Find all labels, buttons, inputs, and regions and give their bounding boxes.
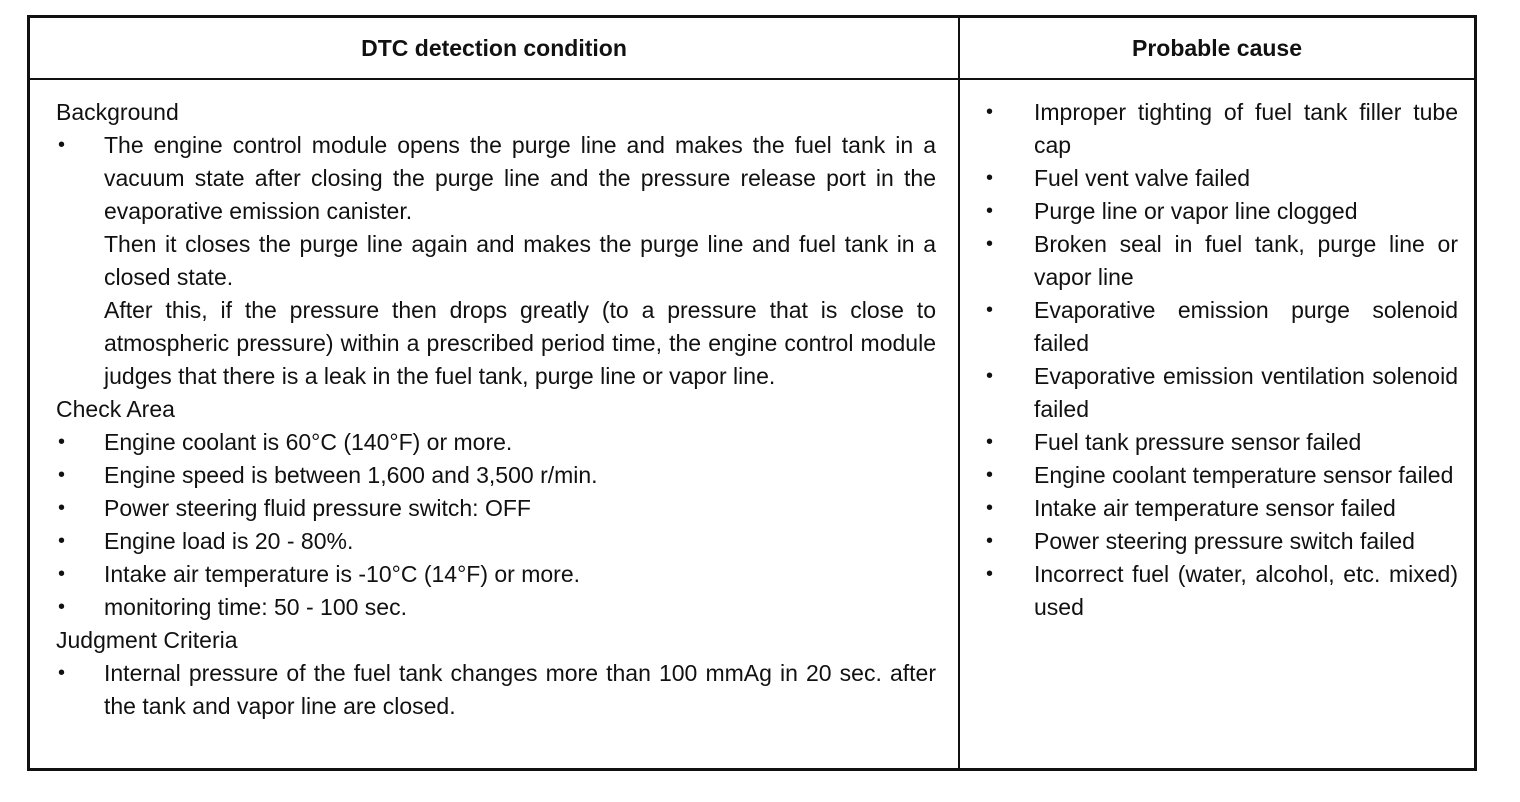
probable-cause-cell — [960, 80, 1474, 768]
list-item — [56, 525, 936, 558]
cause-item: Incorrect fuel (water, alcohol, etc. mixed) used — [1034, 561, 1458, 620]
dtc-table — [27, 15, 1477, 771]
list-item — [56, 591, 936, 624]
cause-item: Improper tighting of fuel tank filler tube cap — [1034, 99, 1458, 158]
list-item — [984, 426, 1458, 459]
cause-item: Purge line or vapor line clogged — [1034, 198, 1358, 224]
list-item — [56, 459, 936, 492]
bullet-icon: • — [986, 464, 994, 486]
check-area-item: Engine speed is between 1,600 and 3,500 r/min. — [104, 462, 598, 488]
bullet-icon: • — [986, 233, 994, 255]
detection-condition-cell — [30, 80, 960, 768]
list-item — [56, 129, 936, 393]
bullet-icon: • — [58, 596, 66, 618]
background-paragraph: Then it closes the purge line again and makes the purge line and fuel tank in a closed state. — [104, 231, 936, 290]
list-item — [984, 492, 1458, 525]
list-item — [56, 558, 936, 591]
header-dtc-detection-condition: DTC detection condition — [30, 18, 960, 80]
background-paragraph: The engine control module opens the purge line and makes the fuel tank in a vacuum state after closing the purge line and the pressure release port in the evaporative emission canister. — [104, 132, 936, 224]
bullet-icon: • — [58, 464, 66, 486]
bullet-icon: • — [986, 299, 994, 321]
bullet-icon: • — [986, 497, 994, 519]
background-paragraph: After this, if the pressure then drops greatly (to a pressure that is close to atmospheric pressure) within a prescribed period time, the engine control module judges that there is a leak in the fuel tank, purge line or vapor line. — [104, 297, 936, 389]
bullet-icon: • — [986, 530, 994, 552]
bullet-icon: • — [986, 431, 994, 453]
bullet-icon: • — [986, 365, 994, 387]
cause-item: Broken seal in fuel tank, purge line or vapor line — [1034, 231, 1458, 290]
cause-item: Evaporative emission purge solenoid failed — [1034, 297, 1458, 356]
list-item — [984, 96, 1458, 162]
cause-item: Fuel tank pressure sensor failed — [1034, 429, 1362, 455]
check-area-item: monitoring time: 50 - 100 sec. — [104, 594, 407, 620]
bullet-icon: • — [58, 134, 66, 156]
check-area-label: Check Area — [56, 396, 175, 422]
judgment-criteria-label: Judgment Criteria — [56, 627, 238, 653]
list-item — [984, 459, 1458, 492]
bullet-icon: • — [986, 563, 994, 585]
cause-item: Intake air temperature sensor failed — [1034, 495, 1396, 521]
bullet-icon: • — [58, 530, 66, 552]
cause-item: Evaporative emission ventilation solenoid failed — [1034, 363, 1458, 422]
list-item — [56, 657, 936, 723]
bullet-icon: • — [986, 200, 994, 222]
judgment-item: Internal pressure of the fuel tank changes more than 100 mmAg in 20 sec. after the tank and vapor line are closed. — [104, 660, 936, 719]
list-item — [56, 492, 936, 525]
background-label: Background — [56, 99, 179, 125]
cause-item: Engine coolant temperature sensor failed — [1034, 462, 1454, 488]
bullet-icon: • — [58, 563, 66, 585]
list-item — [984, 558, 1458, 624]
list-item — [984, 360, 1458, 426]
bullet-icon: • — [986, 167, 994, 189]
check-area-item: Power steering fluid pressure switch: OFF — [104, 495, 531, 521]
bullet-icon: • — [986, 101, 994, 123]
check-area-item: Engine coolant is 60°C (140°F) or more. — [104, 429, 513, 455]
bullet-icon: • — [58, 662, 66, 684]
check-area-item: Intake air temperature is -10°C (14°F) or more. — [104, 561, 581, 587]
list-item — [984, 294, 1458, 360]
cause-item: Fuel vent valve failed — [1034, 165, 1251, 191]
list-item — [984, 525, 1458, 558]
list-item — [984, 228, 1458, 294]
check-area-item: Engine load is 20 - 80%. — [104, 528, 354, 554]
list-item — [56, 426, 936, 459]
bullet-icon: • — [58, 431, 66, 453]
list-item — [984, 195, 1458, 228]
list-item — [984, 162, 1458, 195]
cause-item: Power steering pressure switch failed — [1034, 528, 1415, 554]
header-probable-cause: Probable cause — [960, 18, 1474, 80]
bullet-icon: • — [58, 497, 66, 519]
